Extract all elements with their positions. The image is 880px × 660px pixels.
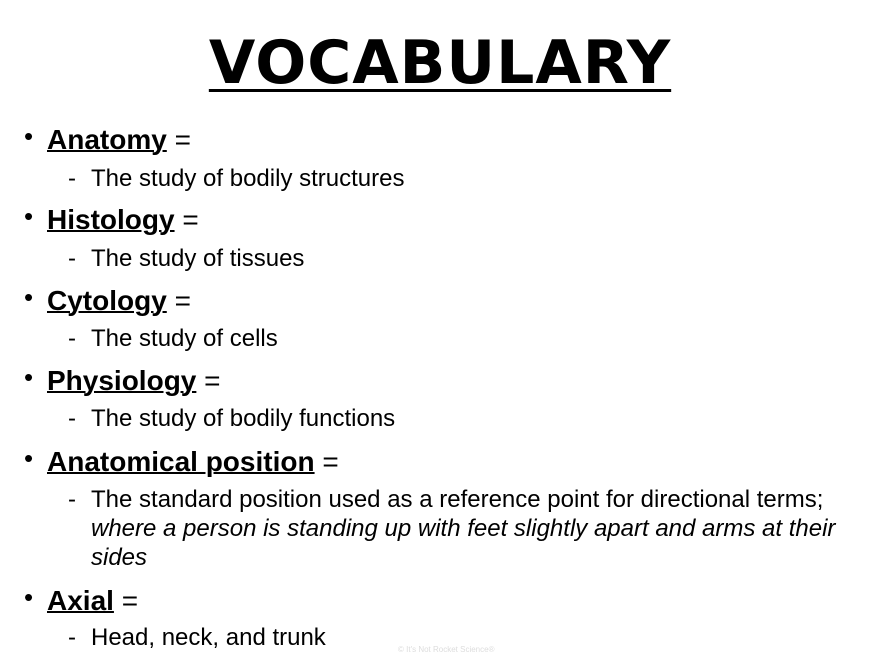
definition-physiology: - The study of bodily functions: [68, 405, 396, 432]
definition-histology: - The study of tissues: [68, 245, 305, 272]
watermark: © It's Not Rocket Science®: [398, 645, 495, 654]
term-cytology: • Cytology =: [24, 282, 191, 316]
term-anatomy: • Anatomy =: [24, 121, 191, 155]
definition-anatomical-position: - The standard position used as a reference point for directional terms; where a person is standing up with feet slightly apart and arms at their sides: [68, 486, 836, 571]
term-physiology: • Physiology =: [24, 362, 221, 396]
definition-axial: - Head, neck, and trunk: [68, 624, 326, 651]
term-anatomical-position: • Anatomical position =: [24, 443, 339, 477]
term-axial: • Axial =: [24, 582, 139, 616]
slide-title: VOCABULARY: [208, 28, 672, 98]
definition-anatomy: - The study of bodily structures: [68, 165, 405, 192]
definition-cytology: - The study of cells: [68, 325, 278, 352]
term-histology: • Histology =: [24, 201, 199, 235]
